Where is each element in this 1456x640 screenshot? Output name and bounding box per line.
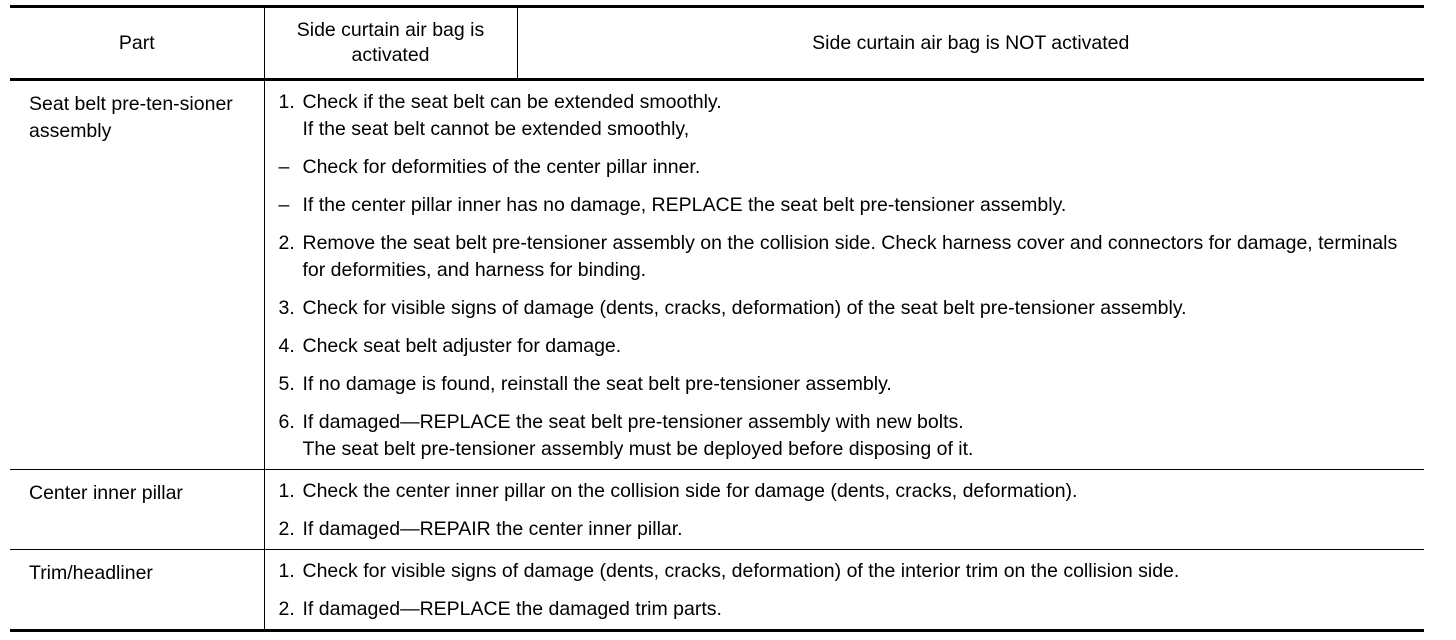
- step-line: Remove the seat belt pre-tensioner assembly on the collision side. Check harness cover and connectors for damage, terminals for deformities, and harness for binding.: [302, 232, 1398, 281]
- step-line: Check for visible signs of damage (dents, cracks, deformation) of the seat belt pre-tensioner assembly.: [302, 297, 1187, 319]
- step-marker: 5.: [278, 373, 295, 395]
- step-line: If the center pillar inner has no damage, REPLACE the seat belt pre-tensioner assembly.: [302, 194, 1067, 216]
- step-text: [303, 295, 1417, 322]
- part-name: Seat belt pre-ten-sioner assembly: [10, 80, 264, 470]
- step-line: If damaged—REPLACE the damaged trim parts.: [302, 598, 722, 620]
- step-marker: 1.: [278, 480, 295, 502]
- step-line: The seat belt pre-tensioner assembly must be deployed before disposing of it.: [302, 438, 974, 460]
- step-text: [303, 371, 1417, 398]
- part-name: Trim/headliner: [10, 550, 264, 631]
- step-item: [279, 478, 1417, 505]
- step-line: If the seat belt cannot be extended smoothly,: [302, 118, 690, 140]
- step-text: [303, 558, 1417, 585]
- header-activated: Side curtain air bag is activated: [264, 7, 517, 80]
- step-marker: –: [278, 156, 290, 178]
- step-item: [279, 333, 1417, 360]
- step-marker: 2.: [278, 598, 295, 620]
- table-row: [10, 470, 1424, 550]
- step-item: [279, 89, 1417, 143]
- step-text: [303, 409, 1417, 463]
- step-line: Check seat belt adjuster for damage.: [302, 335, 622, 357]
- step-marker: 1.: [278, 91, 295, 113]
- airbag-inspection-table: [10, 5, 1424, 632]
- step-item: [279, 295, 1417, 322]
- step-item: [279, 230, 1417, 284]
- step-line: Check the center inner pillar on the collision side for damage (dents, cracks, deformation).: [302, 480, 1078, 502]
- step-text: [303, 154, 1417, 181]
- header-not-activated: Side curtain air bag is NOT activated: [517, 7, 1424, 80]
- step-marker: 1.: [278, 560, 295, 582]
- header-row: [10, 7, 1424, 80]
- inspection-steps: [264, 550, 1424, 631]
- step-marker: 2.: [278, 518, 295, 540]
- step-line: If no damage is found, reinstall the seat belt pre-tensioner assembly.: [302, 373, 892, 395]
- step-text: [303, 333, 1417, 360]
- step-item: [279, 596, 1417, 623]
- step-item: [279, 558, 1417, 585]
- step-item: [279, 192, 1417, 219]
- step-marker: 2.: [278, 232, 295, 254]
- step-item: [279, 371, 1417, 398]
- step-text: [303, 516, 1417, 543]
- inspection-steps: [264, 80, 1424, 470]
- step-line: If damaged—REPLACE the seat belt pre-tensioner assembly with new bolts.: [302, 411, 964, 433]
- inspection-steps: [264, 470, 1424, 550]
- part-name: Center inner pillar: [10, 470, 264, 550]
- step-text: [303, 230, 1417, 284]
- step-item: [279, 516, 1417, 543]
- step-marker: 6.: [278, 411, 295, 433]
- table-header: [10, 7, 1424, 80]
- step-marker: 3.: [278, 297, 295, 319]
- step-line: Check for deformities of the center pillar inner.: [302, 156, 701, 178]
- step-text: [303, 478, 1417, 505]
- step-text: [303, 192, 1417, 219]
- step-item: [279, 154, 1417, 181]
- step-line: If damaged—REPAIR the center inner pillar.: [302, 518, 683, 540]
- step-marker: –: [278, 194, 290, 216]
- step-item: [279, 409, 1417, 463]
- table-body: [10, 80, 1424, 631]
- step-line: Check for visible signs of damage (dents, cracks, deformation) of the interior trim on the collision side.: [302, 560, 1180, 582]
- step-marker: 4.: [278, 335, 295, 357]
- step-line: Check if the seat belt can be extended smoothly.: [302, 91, 722, 113]
- table-row: [10, 80, 1424, 470]
- table-row: [10, 550, 1424, 631]
- step-text: [303, 596, 1417, 623]
- header-part: Part: [10, 7, 264, 80]
- step-text: [303, 89, 1417, 143]
